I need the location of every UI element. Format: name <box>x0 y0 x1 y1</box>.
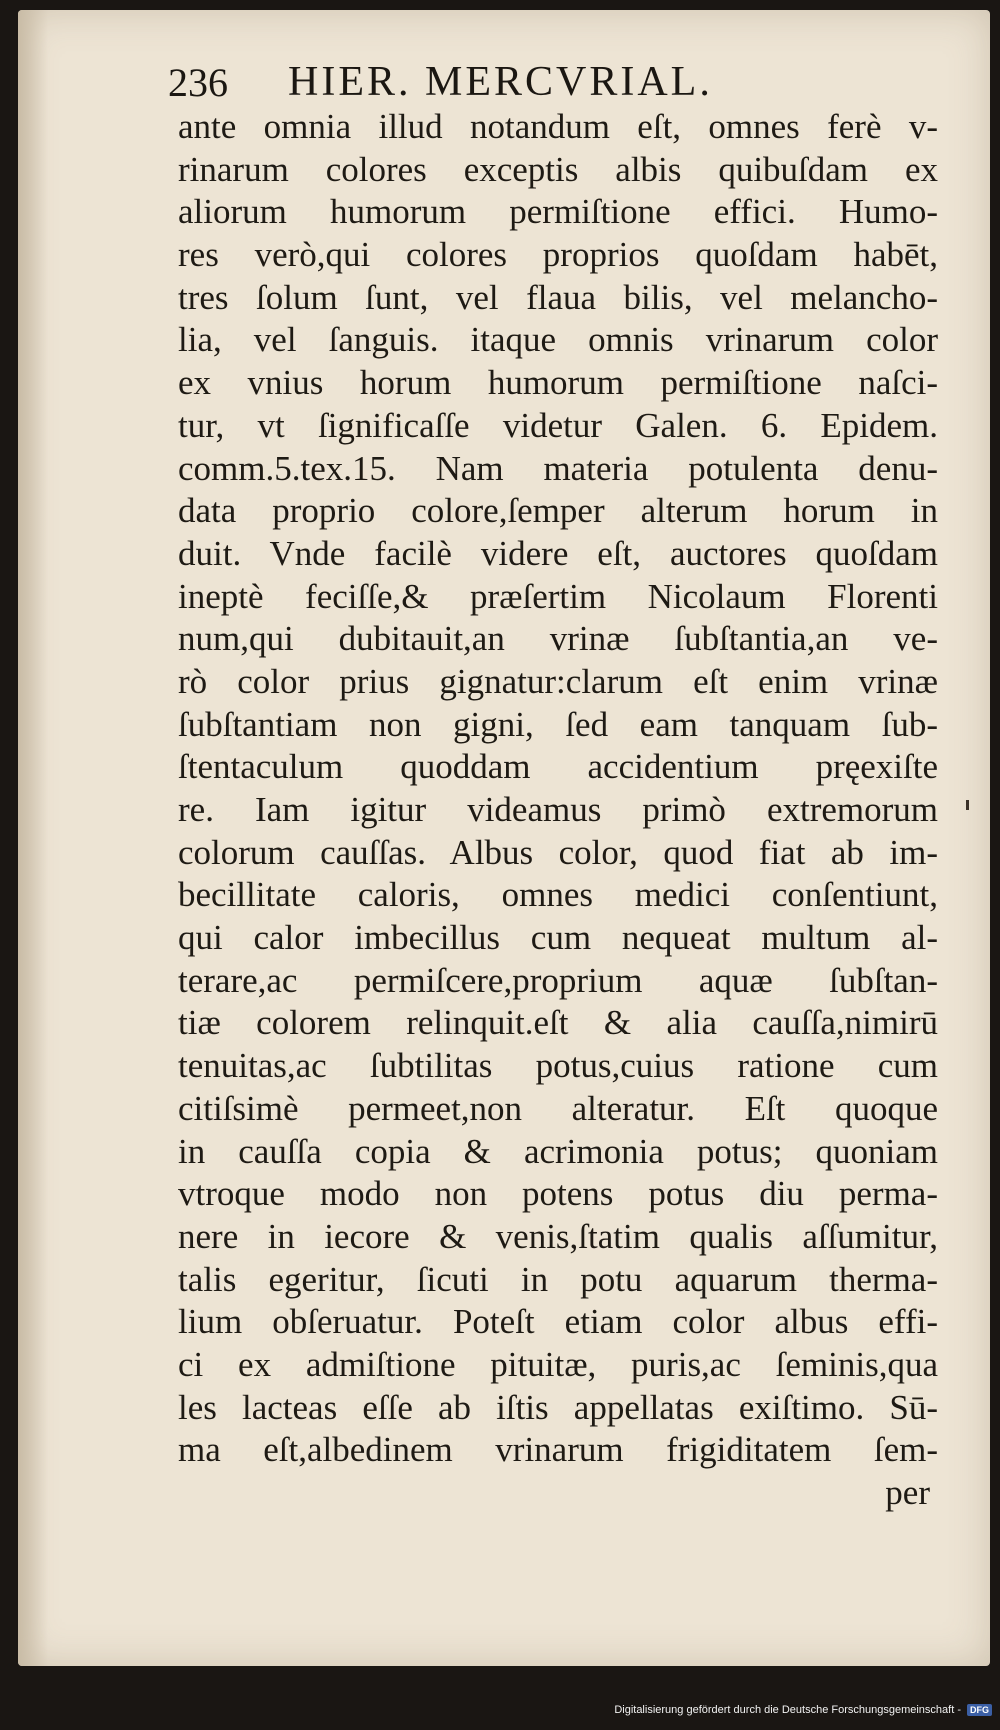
text-line: re. Iam igitur videamus primò extremorum <box>178 790 938 829</box>
text-line: talis egeritur, ſicuti in potu aquarum therma- <box>178 1259 938 1299</box>
page-number: 236 <box>168 60 228 105</box>
text-line: vtroque modo non potens potus diu perma- <box>178 1174 938 1214</box>
text-line: becillitate caloris, omnes medici conſentiunt, <box>178 875 938 915</box>
text-line: ſubſtantiam non gigni, ſed eam tanquam ſub- <box>178 704 938 744</box>
text-line: ante omnia illud notandum eſt, omnes ferè v- <box>178 107 938 146</box>
text-line: num,qui dubitauit,an vrinæ ſubſtantia,an ve- <box>178 619 938 659</box>
text-line: rinarum colores exceptis albis quibuſdam ex <box>178 149 938 189</box>
text-line: terare,ac permiſcere,proprium aquæ ſubſtan- <box>178 960 938 1000</box>
text-line: ineptè feciſſe,& præſertim Nicolaum Florenti <box>178 576 938 616</box>
page-gutter-shadow <box>18 10 48 1666</box>
text-line: ci ex admiſtione pituitæ, puris,ac ſeminis,qua <box>178 1344 938 1384</box>
text-line: ſtentaculum quoddam accidentium pręexiſte <box>178 747 938 787</box>
text-line: duit. Vnde facilè videre eſt, auctores quoſdam <box>178 533 938 573</box>
text-line: colorum cauſſas. Albus color, quod fiat ab im- <box>178 832 938 872</box>
running-head: HIER. MERCVRIAL. <box>288 59 713 105</box>
text-line: aliorum humorum permiſtione effici. Humo- <box>178 192 938 232</box>
text-line: les lacteas eſſe ab iſtis appellatas exiſtimo. Sū- <box>178 1387 938 1427</box>
text-line: tur, vt ſignificaſſe videtur Galen. 6. Epidem. <box>178 405 938 445</box>
text-line: citiſsimè permeet,non alteratur. Eſt quoque <box>178 1088 938 1128</box>
text-line: tiæ colorem relinquit.eſt & alia cauſſa,nimirū <box>178 1003 938 1043</box>
text-line: lium obſeruatur. Poteſt etiam color albus effi- <box>178 1302 938 1342</box>
text-line: lia, vel ſanguis. itaque omnis vrinarum color <box>178 320 938 360</box>
digitization-footer <box>0 1690 1000 1730</box>
text-line: data proprio colore,ſemper alterum horum in <box>178 491 938 531</box>
page-header <box>168 44 938 106</box>
catchword: per <box>885 1473 930 1512</box>
text-line: tenuitas,ac ſubtilitas potus,cuius ratione cum <box>178 1046 938 1086</box>
footer-credit: Digitalisierung gefördert durch die Deutsche Forschungsgemeinschaft - <box>614 1704 961 1716</box>
text-line: nere in iecore & venis,ſtatim qualis aſſumitur, <box>178 1216 938 1256</box>
text-line: ex vnius horum humorum permiſtione naſci- <box>178 363 938 403</box>
margin-mark <box>966 800 969 810</box>
text-line: tres ſolum ſunt, vel flaua bilis, vel melancho- <box>178 277 938 317</box>
body-text <box>178 106 938 1472</box>
text-line: rò color prius gignatur:clarum eſt enim vrinæ <box>178 661 938 701</box>
text-line: res verò,qui colores proprios quoſdam habēt, <box>178 235 938 275</box>
text-line: qui calor imbecillus cum nequeat multum al- <box>178 918 938 958</box>
text-line: comm.5.tex.15. Nam materia potulenta denu- <box>178 448 938 488</box>
text-line: in cauſſa copia & acrimonia potus; quoniam <box>178 1131 938 1171</box>
dfg-logo-icon: DFG <box>967 1704 992 1716</box>
text-line: ma eſt,albedinem vrinarum frigiditatem ſem- <box>178 1430 938 1470</box>
text-block <box>168 44 938 1515</box>
